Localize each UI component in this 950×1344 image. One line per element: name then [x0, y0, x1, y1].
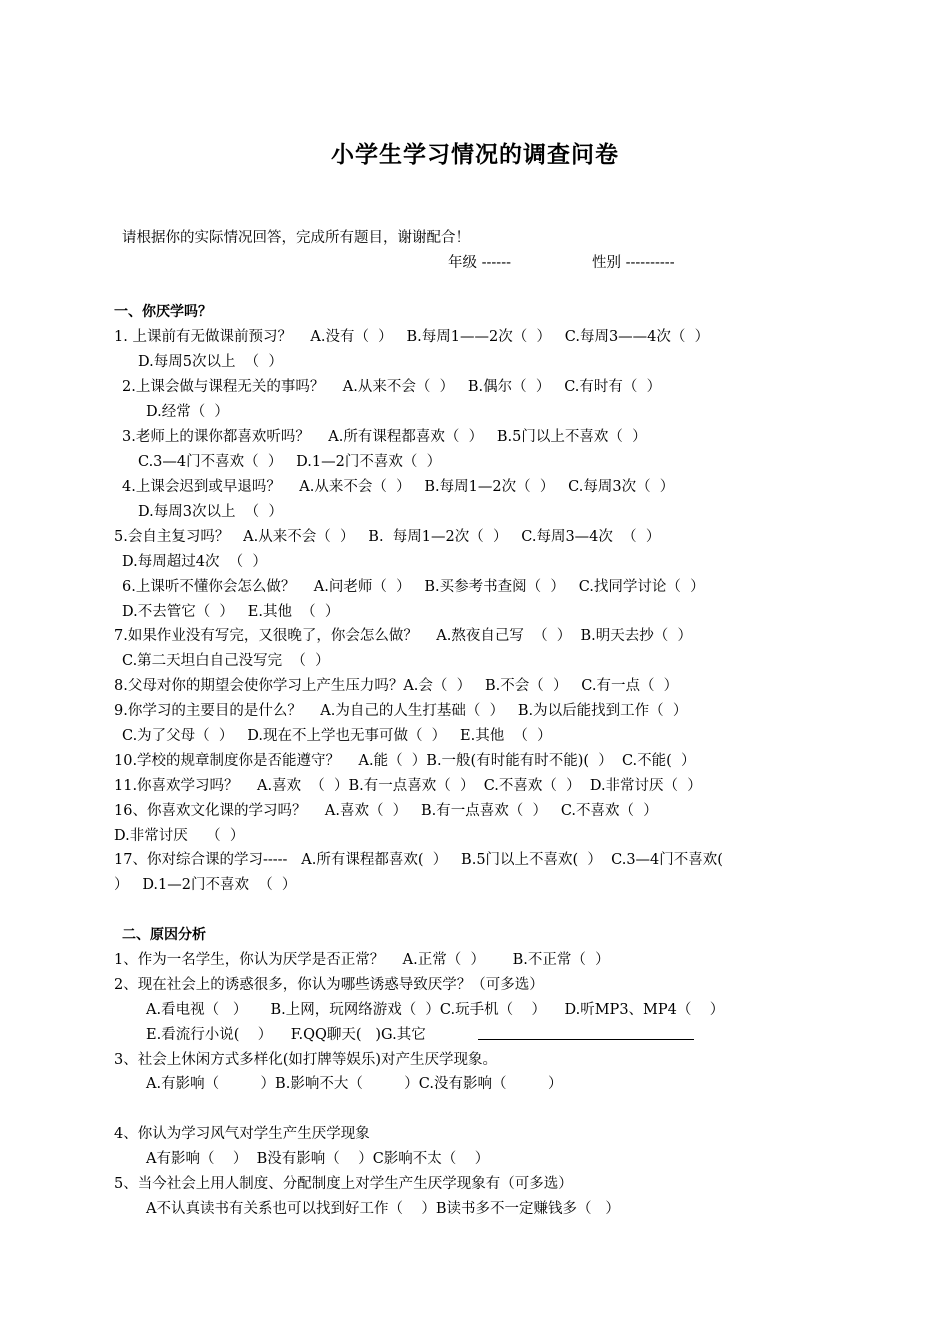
s2-q1-line1: 1、作为一名学生，你认为厌学是否正常？ A.正常（ ） B.不正常（ ）	[114, 952, 610, 968]
section-2-heading: 二、原因分析	[122, 927, 206, 943]
intro-text: 请根据你的实际情况回答，完成所有题目，谢谢配合！	[122, 230, 470, 246]
s1-q4-line1: 4.上课会迟到或早退吗？ A.从来不会（ ） B.每周1—2次（ ） C.每周3次（ ）	[122, 479, 675, 495]
s2-q3-line1: 3、社会上休闲方式多样化(如打牌等娱乐)对产生厌学现象。	[114, 1052, 498, 1068]
s2-q3-options: A.有影响（ ）B.影响不大（ ）C.没有影响（ ）	[146, 1076, 563, 1092]
s1-q11-line1: 11.你喜欢学习吗？ A.喜欢 （ ）B.有一点喜欢（ ） C.不喜欢（ ） D.非常讨厌（ ）	[114, 778, 702, 794]
s1-q16-line1: 16、你喜欢文化课的学习吗？ A.喜欢（ ） B.有一点喜欢（ ） C.不喜欢（ ）	[114, 803, 658, 819]
s1-q7-line2: C.第二天坦白自己没写完 （ ）	[122, 653, 330, 669]
s1-q3-line2: C.3—4门不喜欢（ ） D.1—2门不喜欢（ ）	[138, 454, 442, 470]
s2-q2-line1: 2、现在社会上的诱惑很多，你认为哪些诱惑导致厌学？（可多选）	[114, 977, 544, 993]
gender-field: 性别 ----------	[592, 255, 675, 271]
s1-q6-line1: 6.上课听不懂你会怎么做？ A.问老师（ ） B.买参考书查阅（ ） C.找同学讨论（ ）	[122, 579, 705, 595]
document-title: 小学生学习情况的调查问卷	[331, 141, 619, 168]
s1-q2-line1: 2.上课会做与课程无关的事吗？ A.从来不会（ ） B.偶尔（ ） C.有时有（ ）	[122, 379, 662, 395]
s1-q17-line1: 17、你对综合课的学习----- A.所有课程都喜欢( ） B.5门以上不喜欢( ） C.3—4门不喜欢(	[114, 852, 723, 868]
s1-q3-line1: 3.老师上的课你都喜欢听吗？ A.所有课程都喜欢（ ） B.5门以上不喜欢（ ）	[122, 429, 647, 445]
section-1-heading: 一、你厌学吗？	[114, 304, 212, 320]
s1-q6-line2: D.不去管它（ ） E.其他 （ ）	[122, 604, 340, 620]
s1-q8-line1: 8.父母对你的期望会使你学习上产生压力吗？A.会（ ） B.不会（ ） C.有一点（ ）	[114, 678, 679, 694]
s2-q5-line1: 5、当今社会上用人制度、分配制度上对学生产生厌学现象有（可多选）	[114, 1176, 573, 1192]
s1-q10-line1: 10.学校的规章制度你是否能遵守？ A.能（ ）B.一般(有时能有时不能)( ） C.不能( ）	[114, 753, 696, 769]
s1-q4-line2: D.每周3次以上 （ ）	[138, 504, 283, 520]
s1-q5-line2: D.每周超过4次 （ ）	[122, 554, 267, 570]
s1-q2-line2: D.经常（ ）	[146, 404, 229, 420]
s1-q9-line2: C.为了父母（ ） D.现在不上学也无事可做（ ） E.其他 （ ）	[122, 728, 552, 744]
s1-q1-line2: D.每周5次以上 （ ）	[138, 354, 283, 370]
s1-q7-line1: 7.如果作业没有写完，又很晚了，你会怎么做？ A.熬夜自己写 （ ） B.明天去抄（ ）	[114, 628, 692, 644]
s1-q5-line1: 5.会自主复习吗？ A.从来不会（ ） B. 每周1—2次（ ） C.每周3—4次 （ ）	[114, 529, 661, 545]
s2-q4-options: A有影响（ ） B没有影响（ ）C影响不太（ ）	[146, 1151, 490, 1167]
s2-q4-line1: 4、你认为学习风气对学生产生厌学现象	[114, 1126, 370, 1142]
s2-q2-options2: E.看流行小说( ） F.QQ聊天( )G.其它	[146, 1027, 426, 1043]
s2-q5-options: A不认真读书有关系也可以找到好工作（ ）B读书多不一定赚钱多（ ）	[146, 1201, 620, 1217]
s2-q2-options1: A.看电视（ ） B.上网，玩网络游戏（ ）C.玩手机（ ） D.听MP3、MP4（ ）	[146, 1002, 725, 1018]
s1-q16-line2: D.非常讨厌 （ ）	[114, 828, 245, 844]
other-answer-line	[478, 1039, 694, 1040]
s1-q17-line2: ） D.1—2门不喜欢 （ ）	[114, 877, 297, 893]
s1-q9-line1: 9.你学习的主要目的是什么？ A.为自己的人生打基础（ ） B.为以后能找到工作（ ）	[114, 703, 688, 719]
grade-field: 年级 ------	[448, 255, 512, 271]
s1-q1-line1: 1. 上课前有无做课前预习？ A.没有（ ） B.每周1——2次（ ） C.每周3——4次（ ）	[114, 329, 710, 345]
